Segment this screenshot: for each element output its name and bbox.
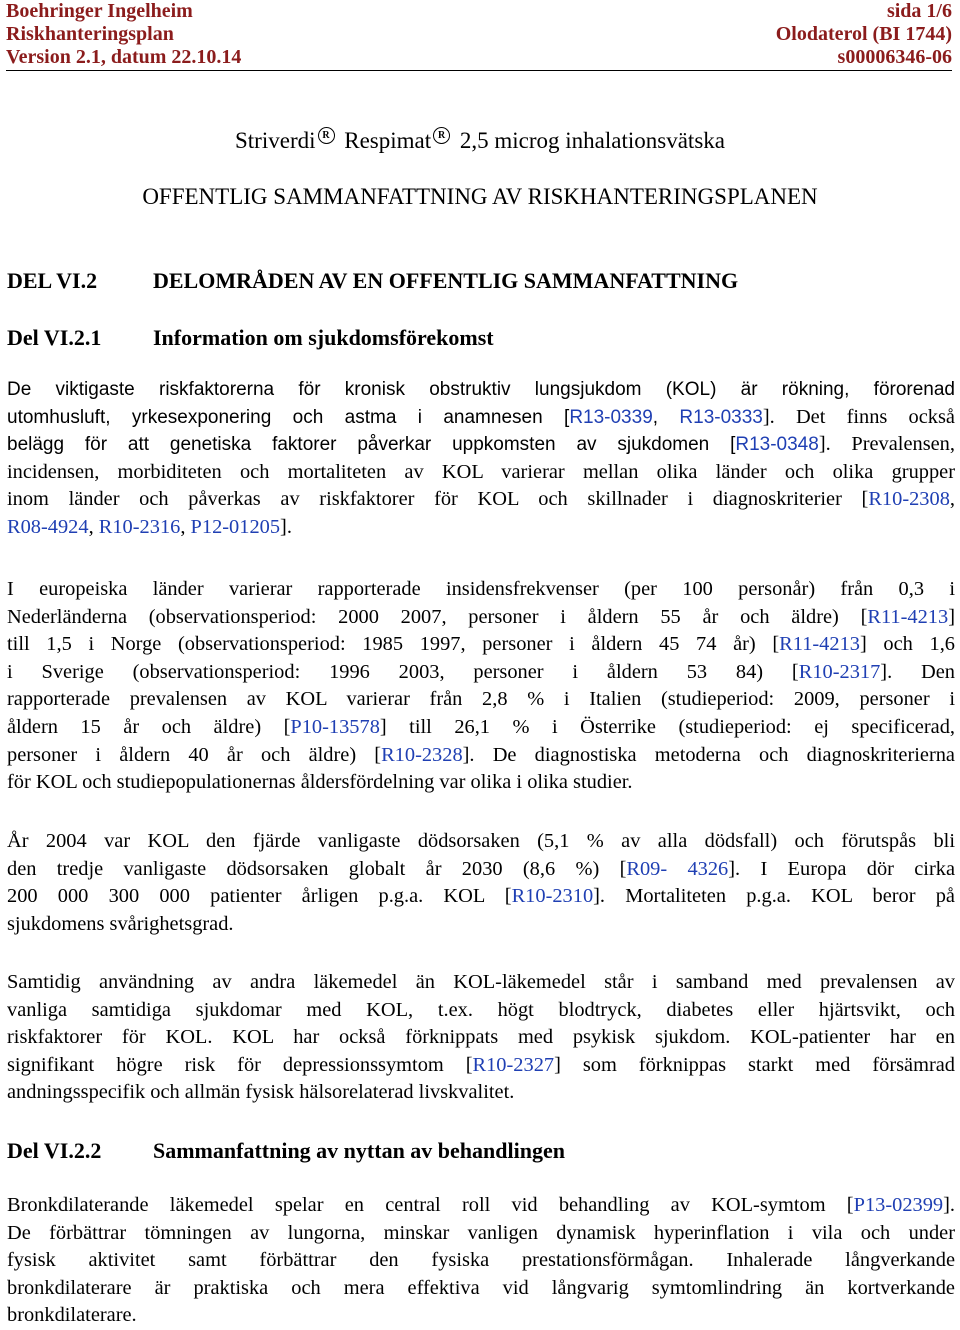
reference-link[interactable]: R10-2317 — [798, 660, 881, 683]
section-number: Del VI.2.2 — [7, 1138, 102, 1163]
title-product-strength: 2,5 microg inhalationsvätska — [459, 128, 725, 153]
text-segment: belägg för att genetiska faktorer påverkar uppkomsten av sjukdomen [ — [7, 434, 736, 456]
header-rule — [6, 70, 952, 71]
section-heading-vi2-2 — [7, 1138, 565, 1164]
text-line: för KOL och studiepopulationernas åldersfördelning var olika i olika studier. — [7, 771, 633, 794]
registered-mark-icon: R — [433, 127, 450, 144]
text-line: andningsspecifik och allmän fysisk hälsorelaterad livskvalitet. — [7, 1081, 515, 1104]
registered-mark-icon: R — [318, 127, 335, 144]
section-title: DELOMRÅDEN AV EN OFFENTLIG SAMMANFATTNING — [153, 268, 739, 293]
title-brand-respimat: Respimat — [344, 128, 432, 153]
reference-link[interactable]: R11-4213 — [867, 605, 949, 628]
text-line: fysisk aktivitet samt förbättrar den fysiska prestationsförmågan. Inhalerade långverkande — [7, 1249, 955, 1272]
section-number: DEL VI.2 — [7, 268, 98, 293]
text-segment: åldern 15 år och äldre) [ — [7, 715, 291, 738]
text-segment: Nederländerna (observationsperiod: 2000 2007, personer i åldern 55 år och äldre) [ — [7, 605, 868, 628]
reference-link[interactable]: P12-01205 — [190, 515, 281, 538]
text-segment: , — [949, 488, 955, 511]
text-segment: Bronkdilaterande läkemedel spelar en central roll vid behandling av KOL-symtom [ — [7, 1194, 854, 1216]
page-header — [6, 0, 952, 69]
text-segment: ]. Den — [880, 660, 955, 683]
text-line: rapporterade prevalensen av KOL varierar från 2,8 % i Italien (studieperiod: 2009, personer i — [7, 688, 955, 711]
text-segment: , — [652, 406, 680, 428]
text-segment: ]. — [280, 515, 292, 538]
text-line: De viktigaste riskfaktorerna för kronisk obstruktiv lungsjukdom (KOL) är rökning, förorenad — [7, 379, 955, 400]
section-title: Sammanfattning av nyttan av behandlingen — [153, 1138, 565, 1163]
reference-link[interactable]: R10-2310 — [511, 885, 594, 908]
reference-link[interactable]: R11-4213 — [779, 633, 860, 656]
text-segment: , — [88, 515, 99, 538]
text-line: I europeiska länder varierar rapporterade insidensfrekvenser (per 100 personår) från 0,3 i — [7, 578, 955, 600]
section-heading-vi2 — [7, 268, 738, 294]
document-title — [0, 127, 960, 154]
document-subtitle: OFFENTLIG SAMMANFATTNING AV RISKHANTERINGSPLANEN — [142, 184, 818, 209]
text-segment: till 1,5 i Norge (observationsperiod: 1985 1997, personer i åldern 45 74 år) [ — [7, 633, 780, 656]
header-page-number: sida 1/6 — [886, 0, 952, 22]
text-segment: ]. Det finns också — [762, 405, 955, 428]
header-doc-id: s00006346-06 — [837, 46, 952, 68]
text-line: incidensen, morbiditeten och mortaliteten av KOL varierar mellan olika länder och olika grupper — [7, 460, 955, 483]
text-segment: ] till 26,1 % i Österrike (studieperiod: ej specificerad, — [379, 715, 955, 738]
text-segment: ] och 1,6 — [859, 633, 955, 656]
text-segment: personer i åldern 40 år och äldre) [ — [7, 743, 382, 766]
reference-link[interactable]: P10-13578 — [290, 715, 380, 738]
text-segment: utomhusluft, yrkesexponering och astma i anamnesen [ — [7, 406, 570, 428]
text-segment: i Sverige (observationsperiod: 1996 2003, personer i åldern 53 84) [ — [7, 660, 799, 683]
paragraph-comorbidity — [7, 969, 955, 1107]
reference-link[interactable]: R09- 4326 — [626, 857, 729, 880]
section-title: Information om sjukdomsförekomst — [153, 325, 494, 350]
reference-link[interactable]: R10-2308 — [868, 488, 950, 511]
header-version: Version 2.1, datum 22.10.14 — [6, 46, 242, 68]
reference-link[interactable]: R10-2328 — [381, 743, 463, 766]
paragraph-treatment-benefit — [7, 1192, 955, 1330]
reference-link[interactable]: R13-0348 — [735, 434, 819, 456]
text-line: Samtidig användning av andra läkemedel än KOL-läkemedel står i samband med prevalensen av — [7, 971, 955, 993]
text-line: bronkdilaterare. — [7, 1304, 137, 1327]
paragraph-risk-factors — [7, 376, 955, 542]
header-doc-type: Riskhanteringsplan — [6, 23, 174, 45]
text-segment: , — [180, 515, 191, 538]
text-segment: ]. — [943, 1194, 955, 1216]
text-line: År 2004 var KOL den fjärde vanligaste dödsorsaken (5,1 % av alla dödsfall) och förutspås bli — [7, 830, 955, 852]
reference-link[interactable]: R10-2316 — [98, 515, 181, 538]
text-segment: den tredje vanligaste dödsorsaken globalt år 2030 (8,6 %) [ — [7, 857, 627, 880]
text-segment: inom länder och påverkas av riskfaktorer för KOL och skillnader i diagnoskriterier [ — [7, 488, 869, 511]
reference-link[interactable]: R08-4924 — [7, 515, 89, 538]
text-segment: ]. Mortaliteten p.g.a. KOL beror på — [593, 885, 955, 908]
title-brand-striverdi: Striverdi — [235, 128, 316, 153]
text-segment: ]. Prevalensen, — [818, 433, 955, 456]
header-company: Boehringer Ingelheim — [6, 0, 193, 22]
text-segment: ]. I Europa dör cirka — [728, 857, 955, 880]
reference-link[interactable]: R13-0333 — [679, 406, 763, 428]
text-line: sjukdomens svårighetsgrad. — [7, 912, 234, 935]
section-number: Del VI.2.1 — [7, 325, 102, 350]
reference-link[interactable]: R13-0339 — [569, 406, 653, 428]
text-line: De förbättrar tömningen av lungorna, minskar vanligen dynamisk hyperinflation i vila och under — [7, 1221, 955, 1244]
text-segment: 200 000 300 000 patienter årligen p.g.a. KOL [ — [7, 885, 512, 908]
header-product: Olodaterol (BI 1744) — [775, 23, 952, 45]
text-line: vanliga samtidiga sjukdomar med KOL, t.ex. högt blodtryck, diabetes eller hjärtsvikt, och — [7, 998, 955, 1021]
text-segment: ] som förknippas starkt med försämrad — [554, 1053, 955, 1076]
text-segment: ]. De diagnostiska metoderna och diagnoskriterierna — [462, 743, 955, 766]
text-segment: ] — [948, 605, 955, 628]
reference-link[interactable]: P13-02399 — [853, 1194, 944, 1216]
reference-link[interactable]: R10-2327 — [472, 1053, 555, 1076]
text-segment: signifikant högre risk för depressionssymtom [ — [7, 1053, 473, 1076]
paragraph-mortality — [7, 828, 955, 938]
section-heading-vi2-1 — [7, 325, 494, 351]
text-line: riskfaktorer för KOL. KOL har också förknippats med psykisk sjukdom. KOL-patienter har en — [7, 1026, 955, 1049]
paragraph-incidence — [7, 576, 955, 797]
text-line: bronkdilaterare är praktiska och mera effektiva vid långvarig symtomlindring än kortverkande — [7, 1276, 955, 1299]
